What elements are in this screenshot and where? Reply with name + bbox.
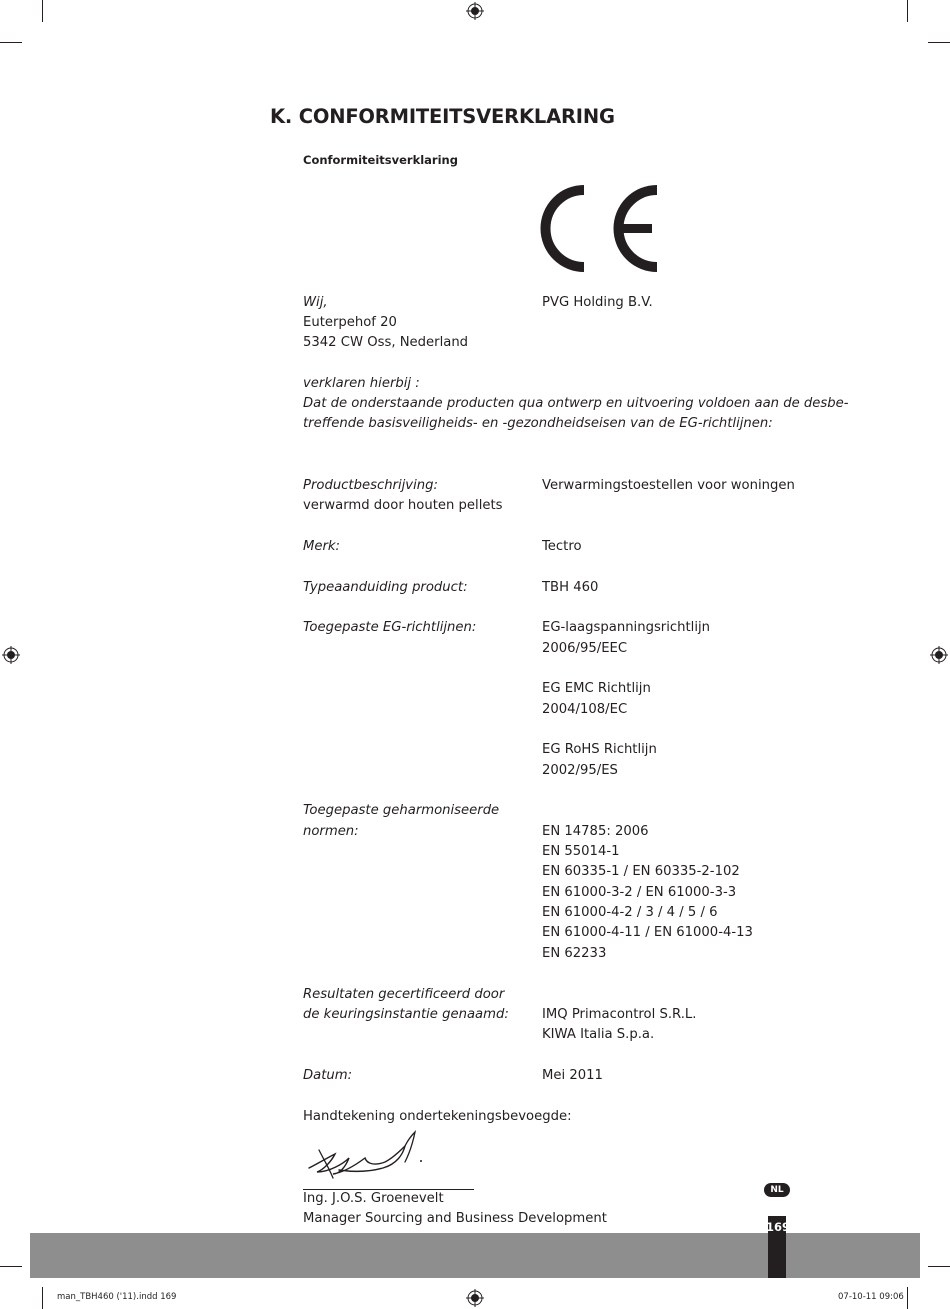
signatory-title: Manager Sourcing and Business Development <box>303 1211 607 1226</box>
standard-item: EN 55014-1 <box>542 844 620 859</box>
crop-mark <box>928 42 950 43</box>
crop-mark <box>42 0 43 22</box>
standard-item: EN 61000-4-2 / 3 / 4 / 5 / 6 <box>542 905 718 920</box>
declaration-line-1: Dat de onderstaande producten qua ontwerp en uitvoering voldoen aan de desbe- <box>303 396 849 411</box>
directive-item: 2004/108/EC <box>542 702 628 717</box>
registration-mark-icon <box>466 2 484 20</box>
crop-mark <box>928 1266 950 1267</box>
standards-label-line-2: normen: <box>303 824 359 839</box>
crop-mark <box>42 1287 43 1309</box>
signature-label: Handtekening ondertekeningsbevoegde: <box>303 1109 572 1124</box>
directive-item: 2006/95/EEC <box>542 641 628 656</box>
standard-item: EN 14785: 2006 <box>542 824 649 839</box>
brand-label: Merk: <box>303 539 340 554</box>
directive-item: EG-laagspanningsrichtlijn <box>542 620 711 635</box>
brand-value: Tectro <box>542 539 582 554</box>
standards-label-line-1: Toegepaste geharmoniseerde <box>303 803 500 818</box>
directive-item: EG RoHS Richtlijn <box>542 742 657 757</box>
directive-item: EG EMC Richtlijn <box>542 681 651 696</box>
signatory-name: Ing. J.O.S. Groenevelt <box>303 1191 444 1206</box>
language-badge: NL <box>764 1183 790 1197</box>
company-name: PVG Holding B.V. <box>542 295 653 310</box>
product-description-value: Verwarmingstoestellen voor woningen <box>542 478 795 493</box>
ce-mark-logo <box>540 185 662 272</box>
address-line-1: Euterpehof 20 <box>303 315 397 330</box>
standard-item: EN 61000-4-11 / EN 61000-4-13 <box>542 925 753 940</box>
declaration-line-2: treffende basisveiligheids- en -gezondheidseisen van de EG-richtlijnen: <box>303 416 773 431</box>
subheading: Conformiteitsverklaring <box>303 153 458 167</box>
registration-mark-icon <box>930 646 948 664</box>
product-description-label: Productbeschrijving: <box>303 478 438 493</box>
certification-label-line-2: de keuringsinstantie genaamd: <box>303 1007 509 1022</box>
declarant-label: Wij, <box>303 295 328 310</box>
certification-label-line-1: Resultaten gecertificeerd door <box>303 987 505 1002</box>
registration-mark-icon <box>2 646 20 664</box>
product-description-continuation: verwarmd door houten pellets <box>303 498 503 513</box>
handwritten-signature <box>305 1128 430 1186</box>
crop-mark <box>0 42 22 43</box>
certification-body: IMQ Primacontrol S.R.L. <box>542 1007 697 1022</box>
declaration-intro: verklaren hierbij : <box>303 376 420 391</box>
directives-label: Toegepaste EG-richtlijnen: <box>303 620 477 635</box>
date-value: Mei 2011 <box>542 1068 603 1083</box>
standard-item: EN 60335-1 / EN 60335-2-102 <box>542 864 740 879</box>
type-value: TBH 460 <box>542 580 599 595</box>
crop-mark <box>907 1287 908 1309</box>
type-label: Typeaanduiding product: <box>303 580 468 595</box>
standard-item: EN 62233 <box>542 946 607 961</box>
address-line-2: 5342 CW Oss, Nederland <box>303 335 469 350</box>
certification-body: KIWA Italia S.p.a. <box>542 1027 655 1042</box>
registration-mark-icon <box>466 1289 484 1307</box>
section-heading: K. CONFORMITEITSVERKLARING <box>270 105 615 128</box>
footer-bar <box>30 1233 920 1278</box>
slug-filename: man_TBH460 ('11).indd 169 <box>57 1292 177 1302</box>
standard-item: EN 61000-3-2 / EN 61000-3-3 <box>542 885 737 900</box>
crop-mark <box>0 1266 22 1267</box>
date-label: Datum: <box>303 1068 353 1083</box>
directive-item: 2002/95/ES <box>542 763 618 778</box>
crop-mark <box>907 0 908 22</box>
slug-timestamp: 07-10-11 09:06 <box>838 1292 904 1302</box>
page-number: 169 <box>766 1220 791 1234</box>
